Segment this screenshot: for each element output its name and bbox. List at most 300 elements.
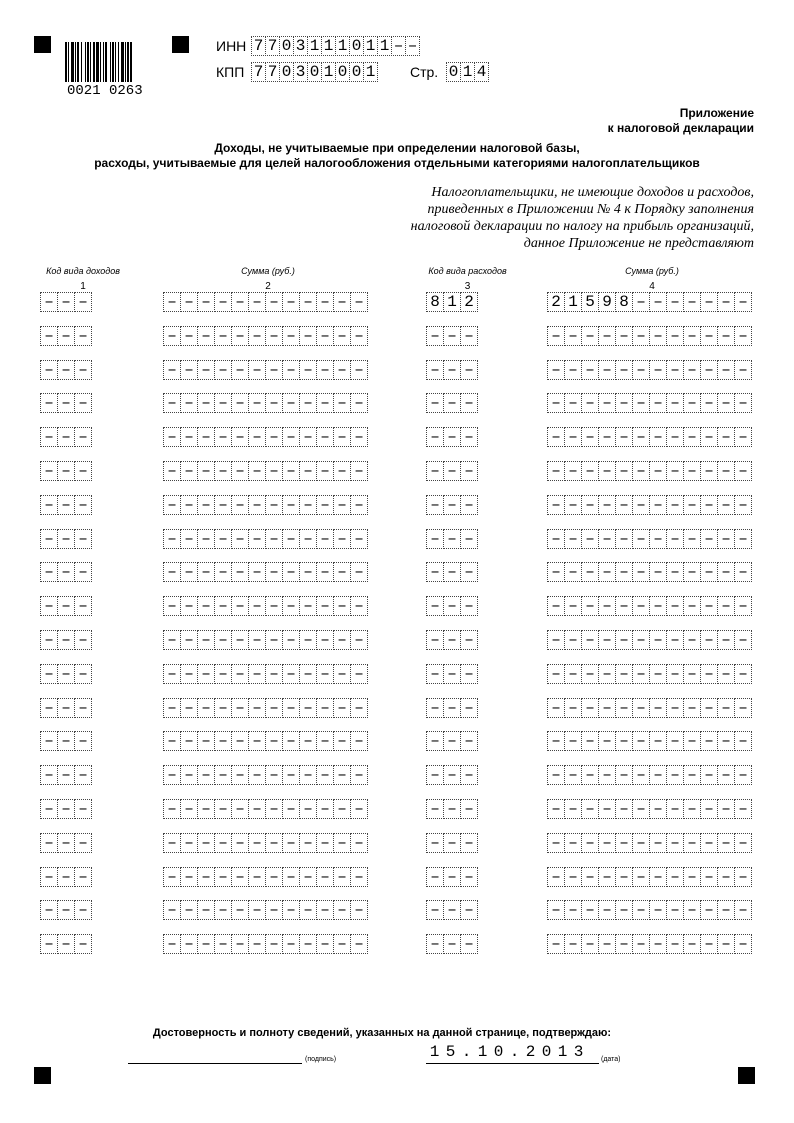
digit-cell: – [214, 664, 232, 684]
expense-sum-field[interactable] [547, 393, 752, 413]
expense-code-field[interactable] [426, 765, 478, 785]
income-code-field[interactable] [40, 562, 92, 582]
page-number-field[interactable] [446, 62, 489, 82]
digit-cell: – [163, 900, 181, 920]
income-sum-field[interactable] [163, 326, 368, 346]
expense-code-field[interactable] [426, 833, 478, 853]
digit-cell: – [666, 495, 684, 515]
digit-cell: – [460, 799, 478, 819]
digit-cell: – [666, 427, 684, 447]
digit-cell: – [40, 292, 58, 312]
note-line2: приведенных в Приложении № 4 к Порядку заполнения [427, 202, 754, 217]
digit-cell: – [700, 698, 718, 718]
expense-code-field[interactable] [426, 934, 478, 954]
digit-cell: – [248, 292, 266, 312]
digit-cell: – [350, 731, 368, 751]
digit-cell: – [163, 292, 181, 312]
digit-cell: – [248, 698, 266, 718]
expense-code-field[interactable] [426, 461, 478, 481]
digit-cell: – [231, 664, 249, 684]
digit-cell: – [40, 562, 58, 582]
income-sum-field[interactable] [163, 664, 368, 684]
digit-cell: – [57, 698, 75, 718]
date-digit-cell: 1 [557, 1043, 568, 1061]
digit-cell: – [598, 360, 616, 380]
income-code-field[interactable] [40, 393, 92, 413]
digit-cell: – [316, 495, 334, 515]
digit-cell: – [734, 427, 752, 447]
income-code-header: Код вида доходов [46, 266, 120, 276]
kpp-digit-cell: 0 [279, 62, 294, 82]
digit-cell: – [40, 731, 58, 751]
income-code-field[interactable] [40, 833, 92, 853]
digit-cell: – [299, 326, 317, 346]
digit-cell: – [683, 867, 701, 887]
digit-cell: – [666, 529, 684, 549]
digit-cell: – [333, 765, 351, 785]
digit-cell: – [40, 393, 58, 413]
expense-sum-field[interactable] [547, 664, 752, 684]
digit-cell: – [683, 698, 701, 718]
digit-cell: – [683, 495, 701, 515]
digit-cell: – [333, 799, 351, 819]
digit-cell: – [632, 596, 650, 616]
digit-cell: 8 [615, 292, 633, 312]
inn-digit-cell: 1 [363, 36, 378, 56]
expense-code-field[interactable] [426, 900, 478, 920]
digit-cell: – [426, 934, 444, 954]
form-title-line1: Доходы, не учитываемые при определении налоговой базы, [214, 141, 580, 155]
digit-cell: – [666, 934, 684, 954]
digit-cell: – [717, 900, 735, 920]
expense-code-field[interactable] [426, 292, 478, 312]
kpp-field[interactable] [251, 62, 378, 82]
digit-cell: – [282, 698, 300, 718]
income-sum-field[interactable] [163, 596, 368, 616]
digit-cell: – [615, 900, 633, 920]
digit-cell: – [632, 765, 650, 785]
digit-cell: – [299, 900, 317, 920]
digit-cell: – [581, 900, 599, 920]
digit-cell: – [248, 731, 266, 751]
digit-cell: – [598, 664, 616, 684]
digit-cell: – [40, 900, 58, 920]
digit-cell: – [649, 529, 667, 549]
digit-cell: – [460, 664, 478, 684]
corner-marker-bottom-left [34, 1067, 51, 1084]
expense-sum-field[interactable] [547, 833, 752, 853]
digit-cell: – [350, 833, 368, 853]
digit-cell: – [316, 529, 334, 549]
expense-code-field[interactable] [426, 698, 478, 718]
digit-cell: – [632, 292, 650, 312]
digit-cell: – [180, 698, 198, 718]
digit-cell: – [547, 867, 565, 887]
expense-sum-field[interactable] [547, 731, 752, 751]
digit-cell: – [231, 630, 249, 650]
digit-cell: – [350, 495, 368, 515]
digit-cell: – [632, 698, 650, 718]
digit-cell: – [683, 360, 701, 380]
digit-cell: – [460, 731, 478, 751]
digit-cell: – [460, 326, 478, 346]
digit-cell: – [231, 934, 249, 954]
expense-sum-field[interactable] [547, 765, 752, 785]
note-line3: налоговой декларации по налогу на прибыль организаций, [410, 219, 754, 234]
income-code-field[interactable] [40, 664, 92, 684]
income-sum-field[interactable] [163, 867, 368, 887]
digit-cell: – [598, 461, 616, 481]
digit-cell: – [214, 698, 232, 718]
digit-cell: – [231, 698, 249, 718]
income-code-field[interactable] [40, 934, 92, 954]
digit-cell: – [564, 799, 582, 819]
digit-cell: – [700, 934, 718, 954]
digit-cell: – [299, 833, 317, 853]
barcode-bar [71, 42, 74, 82]
digit-cell: – [180, 495, 198, 515]
digit-cell: – [231, 731, 249, 751]
digit-cell: – [299, 698, 317, 718]
digit-cell: – [333, 461, 351, 481]
digit-cell: – [649, 393, 667, 413]
digit-cell: – [74, 495, 92, 515]
income-code-field[interactable] [40, 461, 92, 481]
date-digit-cell: 2 [525, 1043, 536, 1061]
digit-cell: – [333, 562, 351, 582]
income-sum-field[interactable] [163, 698, 368, 718]
column-number-4: 4 [649, 281, 655, 292]
digit-cell: – [333, 900, 351, 920]
income-code-field[interactable] [40, 596, 92, 616]
income-sum-field[interactable] [163, 529, 368, 549]
digit-cell: – [74, 765, 92, 785]
income-code-field[interactable] [40, 495, 92, 515]
income-sum-field[interactable] [163, 360, 368, 380]
digit-cell: – [163, 427, 181, 447]
income-code-field[interactable] [40, 427, 92, 447]
digit-cell: – [231, 427, 249, 447]
digit-cell: – [57, 630, 75, 650]
income-code-field[interactable] [40, 867, 92, 887]
digit-cell: – [299, 765, 317, 785]
digit-cell: – [231, 799, 249, 819]
form-title-line2: расходы, учитываемые для целей налогообложения отдельными категориями налогоплательщиков [94, 156, 700, 170]
digit-cell: – [717, 461, 735, 481]
digit-cell: – [683, 934, 701, 954]
digit-cell: – [615, 934, 633, 954]
expense-sum-field[interactable] [547, 867, 752, 887]
digit-cell: – [666, 698, 684, 718]
digit-cell: – [426, 833, 444, 853]
digit-cell: – [700, 799, 718, 819]
date-digit-cell: 3 [573, 1043, 584, 1061]
income-sum-field[interactable] [163, 900, 368, 920]
digit-cell: – [598, 799, 616, 819]
digit-cell: – [350, 698, 368, 718]
digit-cell: – [282, 867, 300, 887]
income-sum-field[interactable] [163, 292, 368, 312]
digit-cell: – [460, 495, 478, 515]
income-code-field[interactable] [40, 900, 92, 920]
digit-cell: – [40, 529, 58, 549]
digit-cell: – [265, 833, 283, 853]
digit-cell: – [700, 765, 718, 785]
digit-cell: – [350, 934, 368, 954]
digit-cell: – [649, 562, 667, 582]
inn-digit-cell: 7 [265, 36, 280, 56]
expense-code-field[interactable] [426, 529, 478, 549]
expense-sum-field[interactable] [547, 427, 752, 447]
digit-cell: – [700, 427, 718, 447]
digit-cell: – [197, 833, 215, 853]
digit-cell: – [333, 393, 351, 413]
digit-cell: – [197, 596, 215, 616]
digit-cell: – [163, 731, 181, 751]
digit-cell: – [443, 360, 461, 380]
digit-cell: 1 [443, 292, 461, 312]
digit-cell: – [248, 630, 266, 650]
expense-code-field[interactable] [426, 630, 478, 650]
income-sum-field[interactable] [163, 833, 368, 853]
digit-cell: – [299, 799, 317, 819]
digit-cell: – [333, 495, 351, 515]
digit-cell: – [282, 664, 300, 684]
digit-cell: – [426, 765, 444, 785]
digit-cell: – [700, 664, 718, 684]
digit-cell: – [282, 833, 300, 853]
income-code-field[interactable] [40, 326, 92, 346]
expense-sum-field[interactable] [547, 495, 752, 515]
digit-cell: – [683, 596, 701, 616]
expense-code-field[interactable] [426, 664, 478, 684]
digit-cell: – [74, 799, 92, 819]
expense-sum-field[interactable] [547, 900, 752, 920]
digit-cell: – [163, 867, 181, 887]
income-sum-field[interactable] [163, 934, 368, 954]
income-code-field[interactable] [40, 799, 92, 819]
barcode-bar [75, 42, 76, 82]
digit-cell: – [615, 562, 633, 582]
digit-cell: – [214, 292, 232, 312]
digit-cell: – [214, 934, 232, 954]
digit-cell: – [57, 900, 75, 920]
digit-cell: – [265, 934, 283, 954]
expense-code-field[interactable] [426, 393, 478, 413]
income-code-field[interactable] [40, 360, 92, 380]
digit-cell: – [564, 833, 582, 853]
income-code-field[interactable] [40, 529, 92, 549]
digit-cell: – [581, 326, 599, 346]
income-code-field[interactable] [40, 731, 92, 751]
digit-cell: – [40, 934, 58, 954]
income-sum-field[interactable] [163, 562, 368, 582]
digit-cell: – [666, 393, 684, 413]
income-sum-field[interactable] [163, 461, 368, 481]
income-sum-field[interactable] [163, 393, 368, 413]
digit-cell: – [734, 529, 752, 549]
digit-cell: – [265, 427, 283, 447]
digit-cell: – [248, 664, 266, 684]
expense-sum-field[interactable] [547, 799, 752, 819]
digit-cell: – [443, 765, 461, 785]
date-field[interactable] [426, 1043, 587, 1063]
expense-sum-field[interactable] [547, 292, 752, 312]
income-sum-field[interactable] [163, 765, 368, 785]
expense-sum-field[interactable] [547, 562, 752, 582]
digit-cell: – [632, 529, 650, 549]
digit-cell: – [564, 562, 582, 582]
expense-sum-field[interactable] [547, 529, 752, 549]
digit-cell: – [265, 495, 283, 515]
income-code-field[interactable] [40, 765, 92, 785]
digit-cell: – [40, 833, 58, 853]
digit-cell: – [666, 596, 684, 616]
digit-cell: – [265, 360, 283, 380]
digit-cell: – [734, 326, 752, 346]
digit-cell: – [547, 833, 565, 853]
digit-cell: – [163, 495, 181, 515]
barcode-bar [68, 42, 69, 82]
digit-cell: – [717, 630, 735, 650]
inn-digit-cell: 7 [251, 36, 266, 56]
date-digit-cell: 5 [445, 1043, 456, 1061]
digit-cell: – [57, 833, 75, 853]
digit-cell: – [632, 867, 650, 887]
digit-cell: – [248, 934, 266, 954]
digit-cell: – [717, 529, 735, 549]
digit-cell: – [282, 731, 300, 751]
digit-cell: – [265, 461, 283, 481]
digit-cell: – [443, 461, 461, 481]
income-sum-field[interactable] [163, 495, 368, 515]
expense-code-field[interactable] [426, 799, 478, 819]
digit-cell: – [40, 360, 58, 380]
expense-code-field[interactable] [426, 360, 478, 380]
digit-cell: – [316, 562, 334, 582]
digit-cell: – [581, 833, 599, 853]
digit-cell: – [734, 360, 752, 380]
digit-cell: – [316, 292, 334, 312]
digit-cell: – [598, 765, 616, 785]
digit-cell: – [615, 833, 633, 853]
digit-cell: – [214, 427, 232, 447]
digit-cell: – [649, 630, 667, 650]
expense-code-field[interactable] [426, 562, 478, 582]
digit-cell: – [598, 326, 616, 346]
digit-cell: – [443, 495, 461, 515]
digit-cell: – [564, 393, 582, 413]
digit-cell: – [265, 799, 283, 819]
signature-line[interactable] [128, 1063, 302, 1064]
digit-cell: – [717, 765, 735, 785]
date-digit-cell: 0 [493, 1043, 504, 1061]
digit-cell: – [564, 867, 582, 887]
digit-cell: – [57, 799, 75, 819]
digit-cell: – [649, 596, 667, 616]
income-sum-field[interactable] [163, 427, 368, 447]
expense-sum-field[interactable] [547, 461, 752, 481]
expense-code-field[interactable] [426, 867, 478, 887]
digit-cell: – [57, 867, 75, 887]
digit-cell: – [231, 596, 249, 616]
digit-cell: – [214, 731, 232, 751]
expense-sum-field[interactable] [547, 698, 752, 718]
appendix-title-line2: к налоговой декларации [607, 121, 754, 135]
digit-cell: – [316, 360, 334, 380]
digit-cell: – [547, 360, 565, 380]
digit-cell: – [197, 360, 215, 380]
digit-cell: – [299, 731, 317, 751]
digit-cell: – [214, 900, 232, 920]
digit-cell: – [460, 934, 478, 954]
digit-cell: – [163, 461, 181, 481]
digit-cell: – [231, 360, 249, 380]
digit-cell: – [74, 630, 92, 650]
inn-label: ИНН [216, 38, 247, 54]
digit-cell: – [282, 393, 300, 413]
digit-cell: – [299, 630, 317, 650]
digit-cell: – [248, 867, 266, 887]
digit-cell: – [700, 529, 718, 549]
expense-code-field[interactable] [426, 427, 478, 447]
inn-field[interactable] [251, 36, 420, 56]
income-sum-field[interactable] [163, 731, 368, 751]
digit-cell: – [350, 461, 368, 481]
digit-cell: – [564, 326, 582, 346]
expense-sum-field[interactable] [547, 360, 752, 380]
expense-code-field[interactable] [426, 326, 478, 346]
digit-cell: – [443, 900, 461, 920]
digit-cell: – [598, 934, 616, 954]
income-code-field[interactable] [40, 698, 92, 718]
digit-cell: – [163, 596, 181, 616]
digit-cell: – [649, 799, 667, 819]
income-code-field[interactable] [40, 630, 92, 650]
digit-cell: – [598, 731, 616, 751]
digit-cell: – [632, 934, 650, 954]
digit-cell: – [666, 799, 684, 819]
digit-cell: – [197, 867, 215, 887]
expense-sum-field[interactable] [547, 596, 752, 616]
expense-code-field[interactable] [426, 495, 478, 515]
digit-cell: – [581, 799, 599, 819]
digit-cell: – [57, 731, 75, 751]
digit-cell: – [564, 765, 582, 785]
digit-cell: – [214, 461, 232, 481]
income-sum-field[interactable] [163, 630, 368, 650]
digit-cell: – [460, 393, 478, 413]
digit-cell: – [180, 731, 198, 751]
expense-code-field[interactable] [426, 596, 478, 616]
income-sum-field[interactable] [163, 799, 368, 819]
digit-cell: – [180, 461, 198, 481]
digit-cell: – [443, 833, 461, 853]
digit-cell: – [282, 529, 300, 549]
digit-cell: – [598, 698, 616, 718]
digit-cell: – [180, 900, 198, 920]
expense-sum-field[interactable] [547, 630, 752, 650]
expense-sum-field[interactable] [547, 326, 752, 346]
expense-sum-field[interactable] [547, 934, 752, 954]
digit-cell: – [460, 867, 478, 887]
digit-cell: – [282, 562, 300, 582]
expense-code-field[interactable] [426, 731, 478, 751]
digit-cell: – [426, 900, 444, 920]
digit-cell: – [717, 292, 735, 312]
income-code-field[interactable] [40, 292, 92, 312]
digit-cell: – [231, 393, 249, 413]
